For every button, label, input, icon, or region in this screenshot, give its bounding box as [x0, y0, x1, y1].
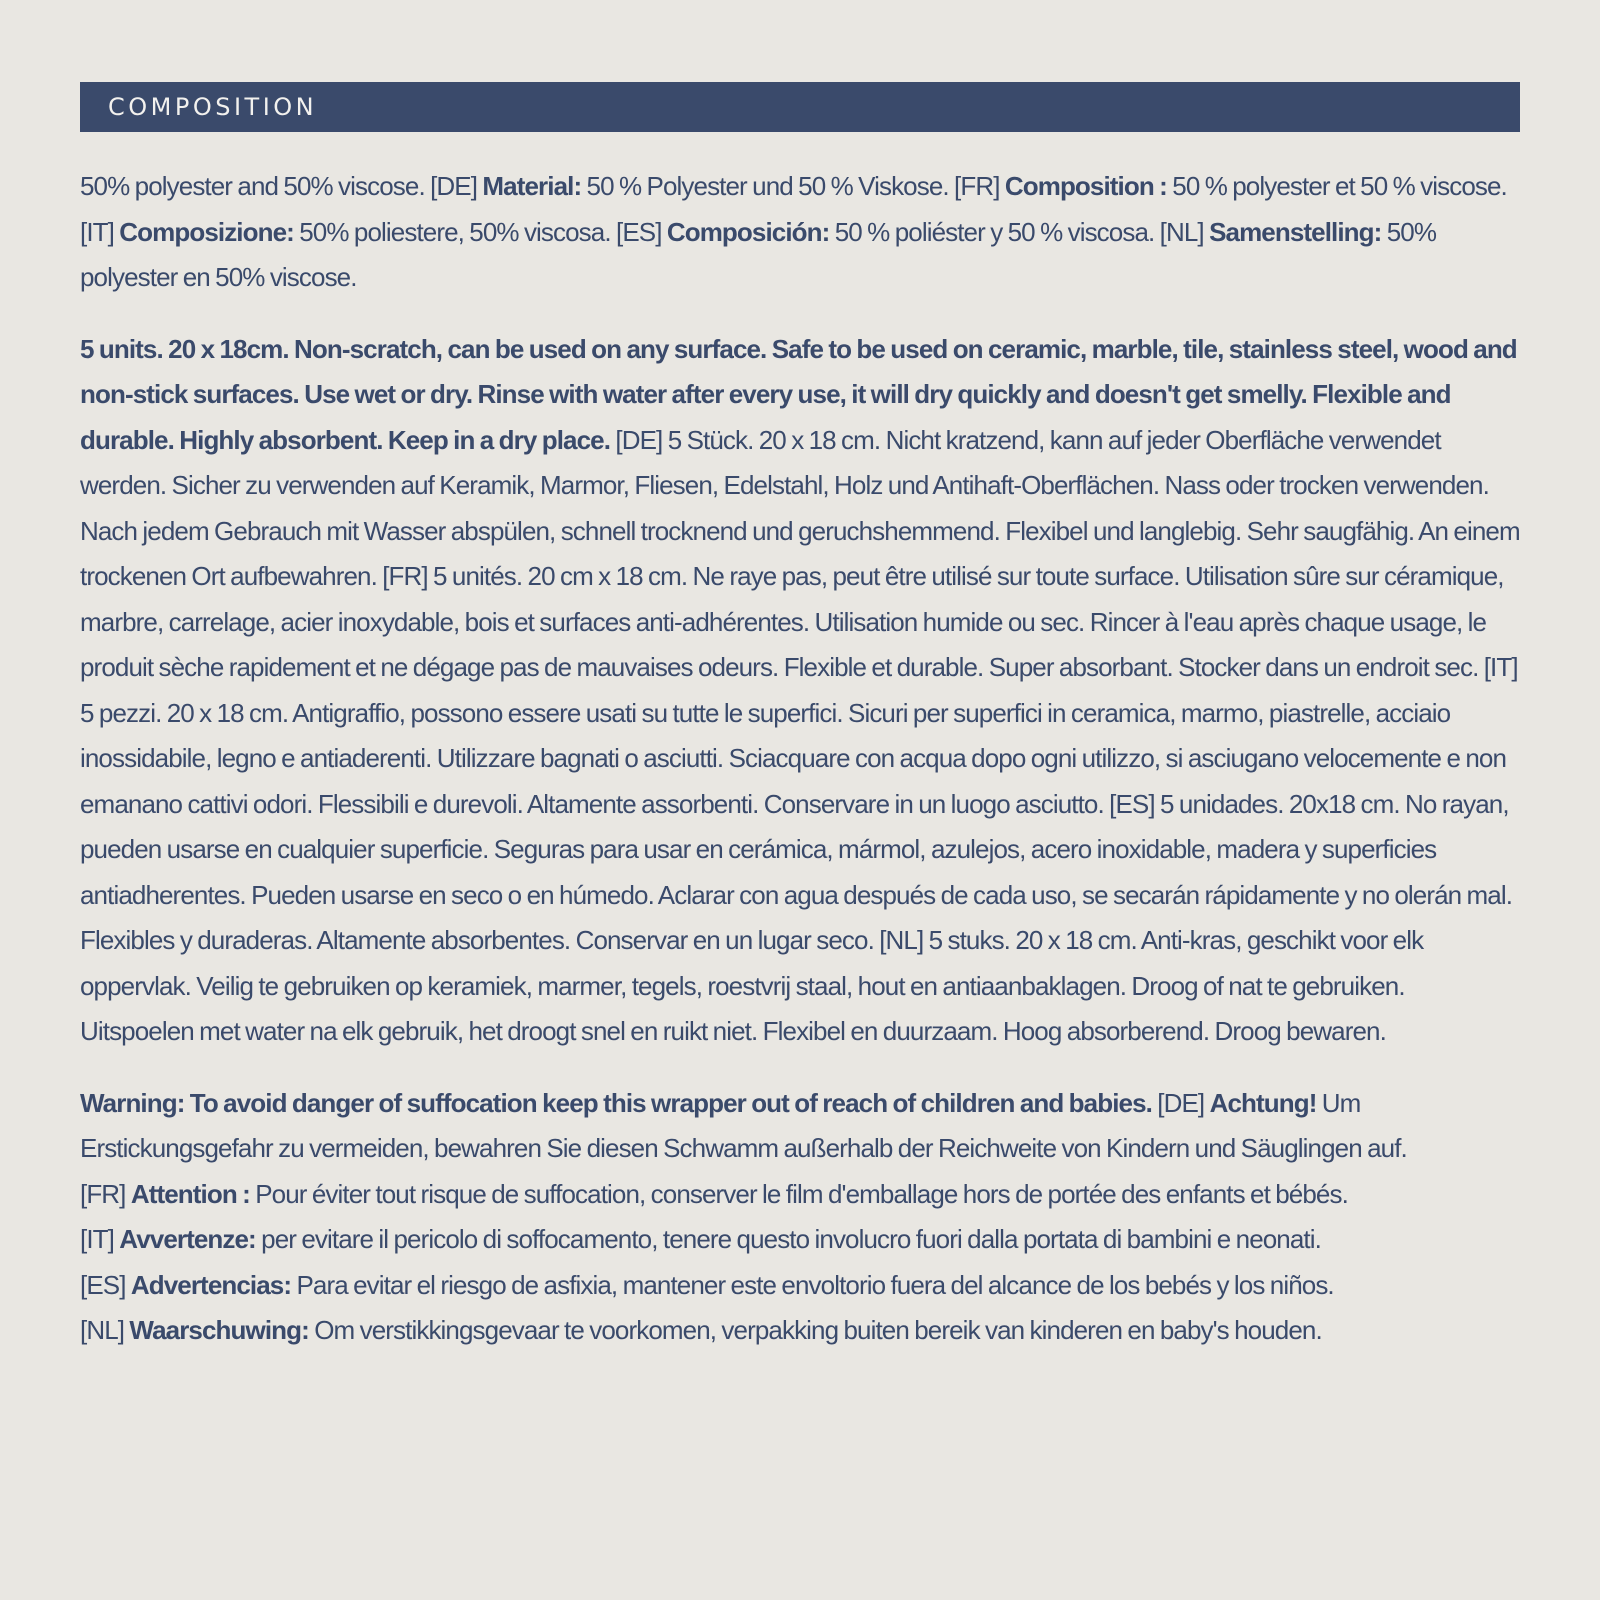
text-run: [FR] — [80, 1178, 131, 1209]
text-run: [IT] — [80, 1224, 120, 1254]
text-run: 50 % polyester et 50 % viscose. [IT] — [80, 171, 1507, 247]
text-run: [DE] — [1151, 1087, 1210, 1118]
text-run: Pour éviter tout risque de suffocation, conserver le film d'emballage hors de portée des enfants et bébés. — [249, 1178, 1348, 1209]
bold-text-run: Waarschuwing: — [129, 1315, 309, 1345]
product-info-paragraph — [80, 327, 1520, 1055]
composition-header-bar — [80, 82, 1520, 132]
text-run: Om verstikkingsgevaar te voorkomen, verpakking buiten bereik van kinderen en baby's houden. — [308, 1315, 1322, 1345]
text-run: Um Erstickungsgefahr zu vermeiden, bewahren Sie diesen Schwamm außerhalb der Reichweite von Kindern und Säuglingen auf. — [80, 1087, 1407, 1163]
composition-paragraph — [80, 164, 1520, 301]
bold-text-run: 5 units. 20 x 18cm. Non-scratch, can be used on any surface. Safe to be used on ceramic, marble, tile, stainless steel, wood and non-stick surfaces. Use wet or dry. Rinse with water after every use, it will dry quickly and doesn't get smelly. Flexible and durable. Highly absorbent. Keep in a dry place. — [80, 333, 1517, 455]
bold-text-run: Warning: To avoid danger of suffocation keep this wrapper out of reach of children and babies. — [80, 1087, 1152, 1118]
warning-paragraph — [80, 1081, 1520, 1354]
bold-text-run: Advertencias: — [130, 1269, 292, 1300]
bold-text-run: Samenstelling: — [1209, 216, 1382, 247]
bold-text-run: Composición: — [666, 216, 830, 247]
bold-text-run: Composition : — [1004, 171, 1167, 201]
text-run: 50% poliestere, 50% viscosa. [ES] — [293, 216, 667, 247]
label-text-content — [80, 164, 1520, 1354]
text-run: 50% polyester and 50% viscose. [DE] — [80, 171, 483, 201]
bold-text-run: Material: — [482, 171, 582, 201]
bold-text-run: Avvertenze: — [119, 1224, 256, 1254]
text-run: [ES] — [80, 1269, 131, 1300]
text-run: 50% polyester en 50% viscose. — [80, 216, 1437, 292]
text-run: [NL] — [80, 1315, 130, 1345]
bold-text-run: Attention : — [130, 1178, 250, 1209]
text-run: 50 % Polyester und 50 % Viskose. [FR] — [581, 171, 1005, 201]
text-run: Para evitar el riesgo de asfixia, mantener este envoltorio fuera del alcance de los bebés y los niños. — [291, 1269, 1334, 1300]
bold-text-run: Achtung! — [1209, 1087, 1317, 1118]
text-run: [DE] 5 Stück. 20 x 18 cm. Nicht kratzend, kann auf jeder Oberfläche verwendet werden. Sicher zu verwenden auf Keramik, Marmor, Fliesen, Edelstahl, Holz und Antihaft-Oberflächen. Nass oder trocken verwenden. Nach jedem Gebrauch mit Wasser abspülen, schnell trocknend und geruchshemmend. Flexibel und langlebig. Sehr saugfähig. An einem trockenen Ort aufbewahren. [FR] 5 unités. 20 cm x 18 cm. Ne raye pas, peut être utilisé sur toute surface. Utilisation sûre sur céramique, marbre, carrelage, acier inoxydable, bois et surfaces anti-adhérentes. Utilisation humide ou sec. Rincer à l'eau après chaque usage, le produit sèche rapidement et ne dégage pas de mauvaises odeurs. Flexible et durable. Super absorbant. Stocker dans un endroit sec. [IT] 5 pezzi. 20 x 18 cm. Antigraffio, possono essere usati su tutte le superfici. Sicuri per superfici in ceramica, marmo, piastrelle, acciaio inossidabile, legno e antiaderenti. Utilizzare bagnati o asciutti. Sciacquare con acqua dopo ogni utilizzo, si asciugano velocemente e non emanano cattivi odori. Flessibili e durevoli. Altamente assorbenti. Conservare in un luogo asciutto. [ES] 5 unidades. 20x18 cm. No rayan, pueden usarse en cualquier superficie. Seguras para usar en cerámica, mármol, azulejos, acero inoxidable, madera y superficies antiadherentes. Pueden usarse en seco o en húmedo. Aclarar con agua después de cada uso, se secarán rápidamente y no olerán mal. Flexibles y duraderas. Altamente absorbentes. Conservar en un lugar seco. [NL] 5 stuks. 20 x 18 cm. Anti-kras, geschikt voor elk oppervlak. Veilig te gebruiken op keramiek, marmer, tegels, roestvrij staal, hout en antiaanbaklagen. Droog of nat te gebruiken. Uitspoelen met water na elk gebruik, het droogt snel en ruikt niet. Flexibel en duurzaam. Hoog absorberend. Droog bewaren. — [80, 424, 1520, 1046]
text-run: 50 % poliéster y 50 % viscosa. [NL] — [829, 216, 1210, 247]
bold-text-run: Composizione: — [119, 216, 294, 247]
text-run: per evitare il pericolo di soffocamento, tenere questo involucro fuori dalla portata di bambini e neonati. — [255, 1224, 1321, 1254]
section-title: COMPOSITION — [108, 93, 318, 121]
